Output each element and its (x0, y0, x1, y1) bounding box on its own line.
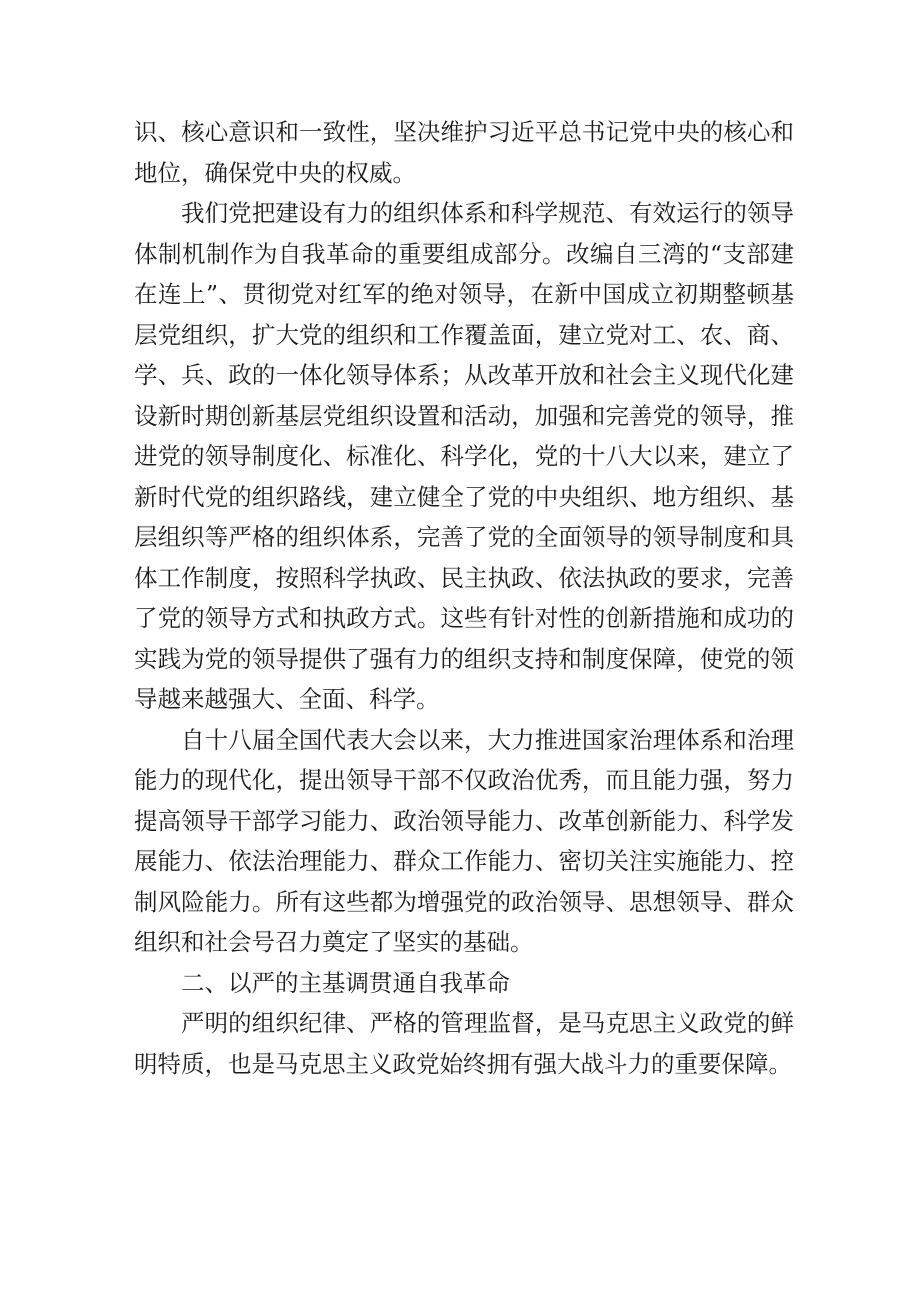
section-heading: 二、以严的主基调贯通自我革命 (181, 968, 510, 997)
paragraph-continuation: 识、核心意识和一致性，坚决维护习近平总书记党中央的核心和地位，确保党中央的权威。 (134, 118, 794, 187)
document-body (134, 112, 794, 1084)
paragraph-discipline: 严明的组织纪律、严格的管理监督，是马克思主义政党的鲜明特质，也是马克思主义政党始终拥有强大战斗力的重要保障。 (134, 1009, 794, 1078)
paragraph-governance-capacity: 自十八届全国代表大会以来，大力推进国家治理体系和治理能力的现代化，提出领导干部不仅政治优秀，而且能力强，努力提高领导干部学习能力、政治领导能力、改革创新能力、科学发展能力、依法治理能力、群众工作能力、密切关注实施能力、控制风险能力。所有这些都为增强党的政治领导、思想领导、群众组织和社会号召力奠定了坚实的基础。 (134, 725, 794, 956)
paragraph-organization-system: 我们党把建设有力的组织体系和科学规范、有效运行的领导体制机制作为自我革命的重要组成部分。改编自三湾的“支部建在连上”、贯彻党对红军的绝对领导，在新中国成立初期整顿基层党组织，扩大党的组织和工作覆盖面，建立党对工、农、商、学、兵、政的一体化领导体系；从改革开放和社会主义现代化建设新时期创新基层党组织设置和活动，加强和完善党的领导，推进党的领导制度化、标准化、科学化，党的十八大以来，建立了新时代党的组织路线，建立健全了党的中央组织、地方组织、基层组织等严格的组织体系，完善了党的全面领导的领导制度和具体工作制度，按照科学执政、民主执政、依法执政的要求，完善了党的领导方式和执政方式。这些有针对性的创新措施和成功的实践为党的领导提供了强有力的组织支持和制度保障，使党的领导越来越强大、全面、科学。 (134, 199, 794, 713)
